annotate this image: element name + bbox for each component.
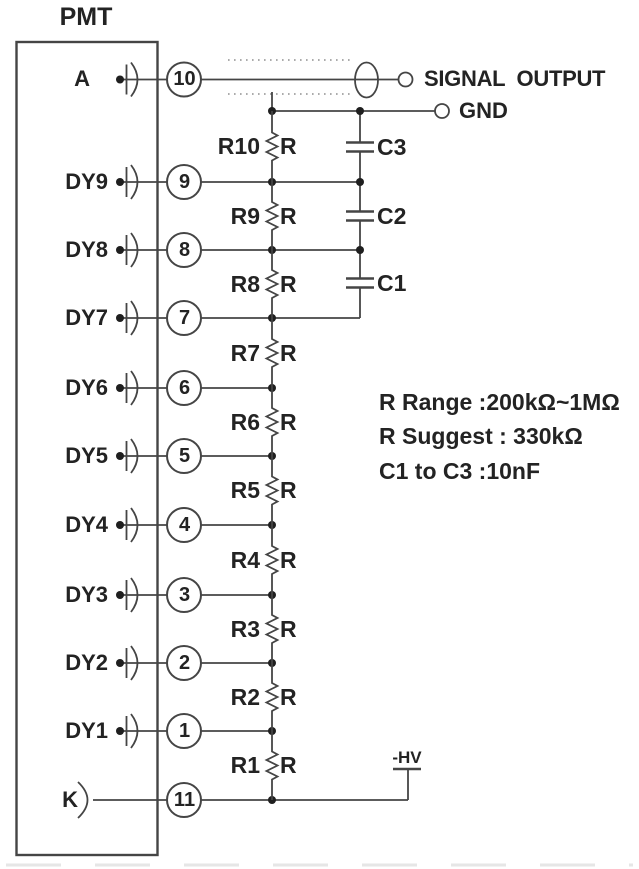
electrode-label-dy3: DY3 xyxy=(65,582,108,607)
resistor-value-r6: R xyxy=(280,409,297,435)
junction-dot xyxy=(356,107,364,115)
junction-dot xyxy=(356,178,364,186)
resistor-name-r6: R6 xyxy=(230,409,260,435)
capacitor-plates-C3 xyxy=(346,143,374,152)
capacitor-plates-C1 xyxy=(346,279,374,288)
pin-number-10: 10 xyxy=(173,68,196,90)
capacitor-plates-C2 xyxy=(346,212,374,221)
resistor-symbol-R5 xyxy=(267,456,278,525)
electrode-label-dy7: DY7 xyxy=(65,305,108,330)
resistor-symbol-R6 xyxy=(267,388,278,456)
capacitor-name-c2: C2 xyxy=(377,203,407,229)
resistor-name-r9: R9 xyxy=(230,203,260,229)
electrode-dot xyxy=(116,384,124,392)
electrode-label-dy2: DY2 xyxy=(65,650,108,675)
resistor-value-r4: R xyxy=(280,547,297,573)
resistor-symbol-R10 xyxy=(267,111,278,182)
signal-output-terminal xyxy=(399,73,413,87)
junction-dot xyxy=(356,246,364,254)
resistor-name-r1: R1 xyxy=(230,752,260,778)
pin-number-6: 6 xyxy=(178,377,191,399)
pin-number-7: 7 xyxy=(178,307,191,329)
resistor-value-r3: R xyxy=(280,616,297,642)
electrode-label-dy1: DY1 xyxy=(65,718,108,743)
resistor-name-r2: R2 xyxy=(230,684,260,710)
resistor-value-r2: R xyxy=(280,684,297,710)
note-r-range: R Range :200kΩ~1MΩ xyxy=(379,389,620,415)
electrode-dot xyxy=(116,591,124,599)
electrode-label-dy4: DY4 xyxy=(65,512,108,537)
electrode-dot xyxy=(116,727,124,735)
pin-number-11: 11 xyxy=(173,789,196,811)
pmt-title: PMT xyxy=(59,3,113,31)
electrode-dot xyxy=(116,76,124,84)
resistor-name-r10: R10 xyxy=(217,133,260,159)
gnd-label: GND xyxy=(459,98,508,123)
electrode-label-dy5: DY5 xyxy=(65,443,108,468)
resistor-name-r7: R7 xyxy=(230,340,260,366)
pin-number-8: 8 xyxy=(178,239,191,261)
pin-number-5: 5 xyxy=(178,445,191,467)
pin-number-9: 9 xyxy=(178,171,191,193)
note-r-suggest: R Suggest : 330kΩ xyxy=(379,423,583,449)
pin-number-1: 1 xyxy=(178,720,191,742)
electrode-dot xyxy=(116,659,124,667)
resistor-name-r8: R8 xyxy=(230,271,260,297)
capacitor-name-c3: C3 xyxy=(377,134,407,160)
note-c-value: C1 to C3 :10nF xyxy=(379,458,541,484)
resistor-name-r3: R3 xyxy=(230,616,260,642)
gnd-terminal xyxy=(435,104,449,118)
pin-number-2: 2 xyxy=(178,652,191,674)
pin-number-4: 4 xyxy=(178,514,191,536)
pin-number-3: 3 xyxy=(178,584,191,606)
resistor-symbol-R7 xyxy=(267,318,278,388)
resistor-symbol-R2 xyxy=(267,663,278,731)
electrode-label-a: A xyxy=(74,66,90,91)
resistor-symbol-R9 xyxy=(267,182,278,250)
resistor-value-r1: R xyxy=(280,752,297,778)
cathode-arc xyxy=(78,782,88,818)
electrode-label-dy9: DY9 xyxy=(65,169,108,194)
resistor-value-r7: R xyxy=(280,340,297,366)
signal-output-label: SIGNAL OUTPUT xyxy=(424,66,606,91)
electrode-label-k: K xyxy=(62,787,78,812)
resistor-value-r5: R xyxy=(280,477,297,503)
resistor-value-r8: R xyxy=(280,271,297,297)
resistor-symbol-R3 xyxy=(267,595,278,663)
electrode-dot xyxy=(116,521,124,529)
resistor-value-r9: R xyxy=(280,203,297,229)
resistor-symbol-R4 xyxy=(267,525,278,595)
electrode-dot xyxy=(116,314,124,322)
resistor-symbol-R1 xyxy=(267,731,278,800)
resistor-symbol-R8 xyxy=(267,250,278,318)
electrode-label-dy8: DY8 xyxy=(65,237,108,262)
electrode-dot xyxy=(116,246,124,254)
hv-label: -HV xyxy=(392,748,422,767)
capacitor-name-c1: C1 xyxy=(377,270,407,296)
electrode-label-dy6: DY6 xyxy=(65,375,108,400)
resistor-value-r10: R xyxy=(280,133,297,159)
electrode-dot xyxy=(116,178,124,186)
resistor-name-r5: R5 xyxy=(230,477,260,503)
electrode-dot xyxy=(116,452,124,460)
resistor-name-r4: R4 xyxy=(230,547,260,573)
